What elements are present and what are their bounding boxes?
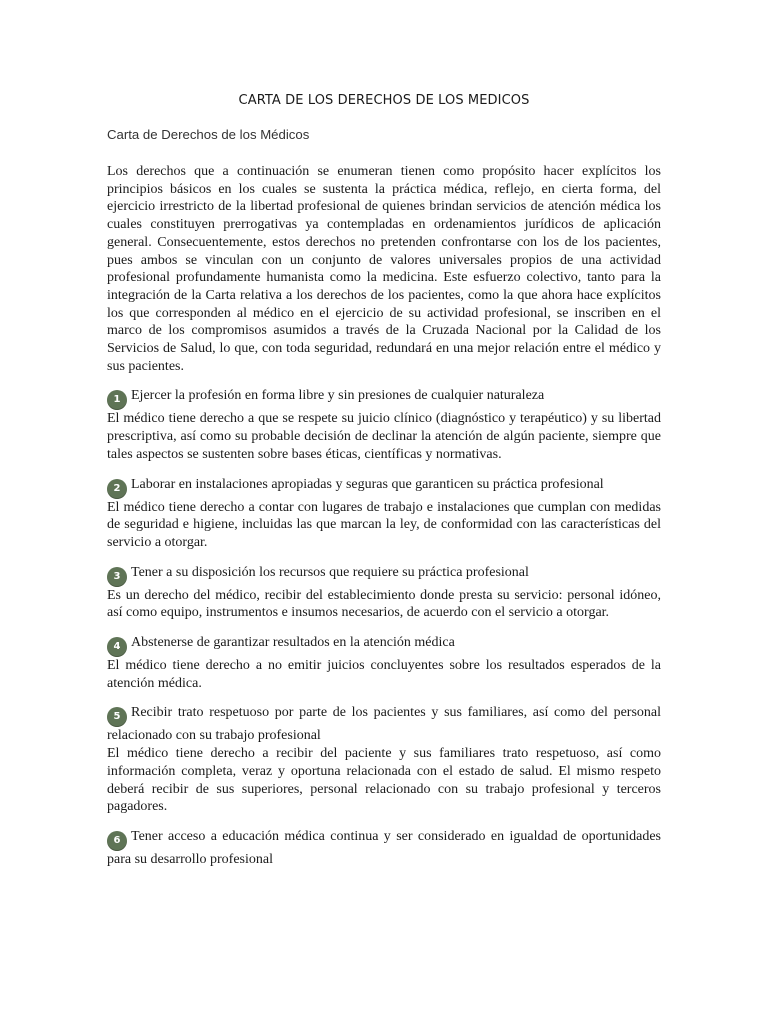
number-badge-icon: 5 xyxy=(107,707,127,727)
number-badge-icon: 4 xyxy=(107,637,127,657)
right-body: El médico tiene derecho a recibir del paciente y sus familiares trato respetuoso, así como información completa, veraz y oportuna relacionada con el estado de salud. El mismo respeto deberá recibir de sus superiores, personal relacionado con su trabajo profesional y terceros pagadores. xyxy=(107,746,661,815)
right-heading xyxy=(107,704,661,745)
right-item-5 xyxy=(107,704,661,816)
right-heading-text: Tener a su disposición los recursos que requiere su práctica profesional xyxy=(131,564,529,580)
right-body: Es un derecho del médico, recibir del establecimiento donde presta su servicio: personal idóneo, así como equipo, instrumentos e insumos necesarios, de acuerdo con el servicio a otorgar. xyxy=(107,587,661,621)
right-heading-text: Ejercer la profesión en forma libre y sin presiones de cualquier naturaleza xyxy=(131,388,545,404)
number-badge-icon: 1 xyxy=(107,390,127,410)
right-heading xyxy=(107,387,661,410)
number-badge-icon: 3 xyxy=(107,567,127,587)
number-badge-icon: 6 xyxy=(107,831,127,851)
right-heading xyxy=(107,476,661,499)
right-heading xyxy=(107,564,661,587)
right-body: El médico tiene derecho a que se respete su juicio clínico (diagnóstico y terapéutico) y su libertad prescriptiva, así como su probable decisión de declinar la atención de algún paciente, siempre que tales aspectos se sustenten sobre bases éticas, científicas y normativas. xyxy=(107,411,661,462)
right-heading-text: Laborar en instalaciones apropiadas y seguras que garanticen su práctica profesional xyxy=(131,476,604,492)
right-heading xyxy=(107,634,661,657)
right-item-4 xyxy=(107,634,661,692)
right-body: El médico tiene derecho a contar con lugares de trabajo e instalaciones que cumplan con medidas de seguridad e higiene, incluidas las que marcan la ley, de conformidad con las características del servicio a otorgar. xyxy=(107,499,661,550)
number-badge-icon: 2 xyxy=(107,479,127,499)
right-heading-text: Abstenerse de garantizar resultados en la atención médica xyxy=(131,635,455,651)
right-body: El médico tiene derecho a no emitir juicios concluyentes sobre los resultados esperados de la atención médica. xyxy=(107,658,661,691)
right-item-3 xyxy=(107,564,661,622)
right-heading xyxy=(107,828,661,869)
document-title: CARTA DE LOS DERECHOS DE LOS MEDICOS xyxy=(238,93,530,108)
intro-paragraph: Los derechos que a continuación se enumeran tienen como propósito hacer explícitos los principios básicos en los cuales se sustenta la práctica médica, reflejo, en cierta forma, del ejercicio irrestricto de la libertad profesional de quienes brindan servicios de atención médica los cuales constituyen prerrogativas ya contempladas en ordenamientos jurídicos de aplicación general. Consecuentemente, estos derechos no pretenden confrontarse con los de los pacientes, pues ambos se vinculan con un conjunto de valores universales propios de una actividad profesional profundamente humanista como la medicina. Este esfuerzo colectivo, tanto para la integración de la Carta relativa a los derechos de los pacientes, como la que ahora hace explícitos los que corresponden al médico en el ejercicio de su actividad profesional, se inscriben en el marco de los compromisos asumidos a través de la Cruzada Nacional por la Calidad de los Servicios de Salud, lo que, con toda seguridad, redundará en una mejor relación entre el médico y sus pacientes. xyxy=(107,164,661,374)
document-subtitle: Carta de Derechos de los Médicos xyxy=(107,127,310,142)
document-page xyxy=(107,0,661,869)
right-item-6 xyxy=(107,828,661,869)
right-heading-text: Recibir trato respetuoso por parte de los pacientes y sus familiares, así como del personal relacionado con su trabajo profesional xyxy=(107,705,661,744)
right-item-2 xyxy=(107,476,661,552)
right-heading-text: Tener acceso a educación médica continua y ser considerado en igualdad de oportunidades para su desarrollo profesional xyxy=(107,828,661,867)
right-item-1 xyxy=(107,387,661,463)
